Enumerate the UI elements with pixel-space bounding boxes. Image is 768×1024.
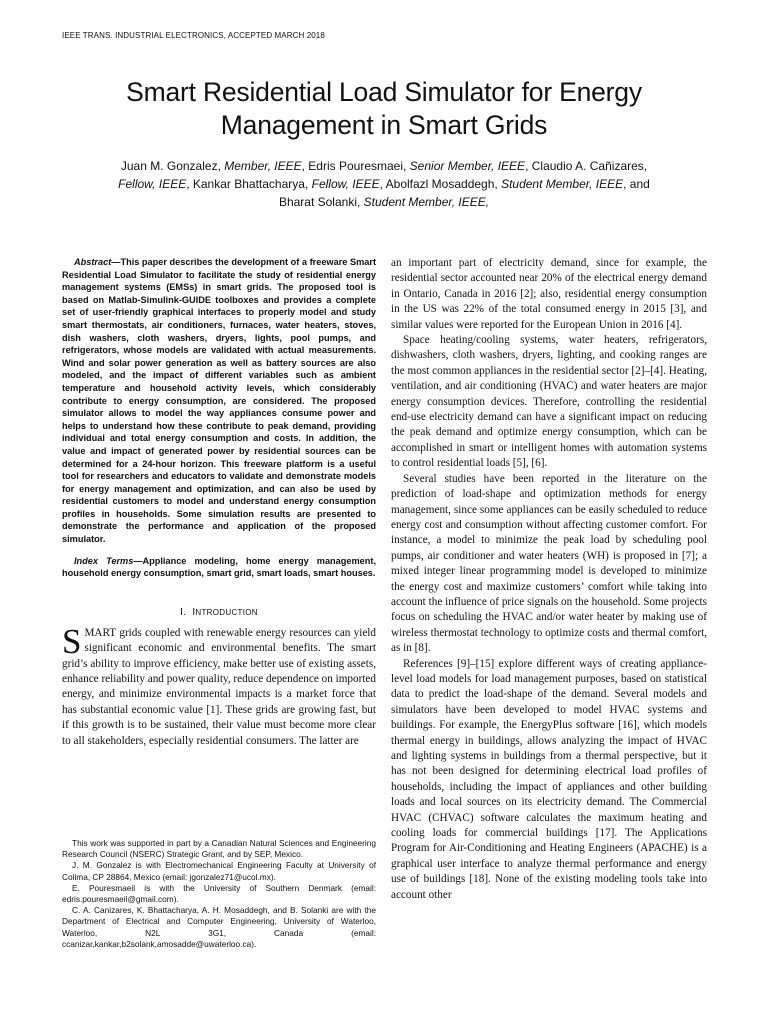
title-line-1: Smart Residential Load Simulator for Energy — [126, 77, 642, 107]
author-name: , Kankar Bhattacharya, — [186, 177, 312, 191]
abstract-label: Abstract — [74, 257, 112, 267]
author-separator: , and — [623, 177, 650, 191]
body-paragraph: Several studies have been reported in the literature on the prediction of load-shape and optimization methods for energy management, since some appliances can be easily scheduled to reduce energy cost and consumption without affecting customer comfort. For instance, a model to minimize the peak load by scheduling pool pumps, air conditioner and water heaters (WH) is proposed in [7]; a mixed integer linear programming model is developed to minimize the energy cost and maximize customers’ comfort while taking into account the influence of price signals on the household. Some projects focus on scheduling the HVAC and/or water heater by making use of wireless thermostat technology to optimize costs and thermal comfort, as in [8]. — [391, 472, 707, 655]
author-name: Bharat Solanki, — [278, 195, 364, 209]
author-role: Member, IEEE — [224, 159, 302, 173]
title-line-2: Management in Smart Grids — [220, 110, 548, 140]
drop-cap: S — [62, 621, 82, 661]
section-title-rest: NTRODUCTION — [195, 607, 258, 617]
author-name: Juan M. Gonzalez, — [120, 159, 225, 173]
right-column — [391, 256, 707, 903]
abstract — [62, 256, 376, 546]
intro-paragraph-1 — [62, 621, 376, 749]
body-paragraph: Space heating/cooling systems, water heaters, refrigerators, dishwashers, cloth washers, dryers, lighting, and cooking ranges are the most common appliances in the residential sector [2]–[4]. Heating, ventilation, and air conditioning (HVAC) and water heaters are major energy consumption devices. Therefore, controlling the residential end-use electricity demand can have a significant impact on reducing the peak demand and optimize energy consumption, which can be accomplished in smart or intelligent homes with automation systems to control residential loads [5], [6]. — [391, 334, 707, 470]
author-role: Senior Member, IEEE — [409, 159, 526, 173]
section-title-initial: I — [192, 606, 196, 618]
author-role: Fellow, IEEE — [311, 177, 380, 191]
intro-text: grids coupled with renewable energy resources can yield significant economic and environmental benefits. The smart grid’s ability to improve efficiency, make better use of existing assets, enhance reliability and power quality, reduce dependence on imported energy, and minimize environmental impacts is a market force that has substantial economic value [1]. These grids are growing fast, but if this growth is to be sustained, their value must become more clear to all stakeholders, especially residential consumers. The latter are — [62, 626, 376, 747]
footnote-affiliation: J. M. Gonzalez is with Electromechanical Engineering Faculty at University of Colima, CP 28864, Mexico (email: jgonzalez71@ucol.mx). — [62, 860, 376, 882]
index-terms-text: —Appliance modeling, home energy management, household energy consumption, smart grid, smart loads, smart houses. — [62, 555, 376, 579]
body-paragraph: References [9]–[15] explore different ways of creating appliance-level load models for load management purposes, based on statistical data to predict the load-shape of the demand. Several models and simulators have been developed to model HVAC systems and buildings. For example, the EnergyPlus software [16], which models thermal energy in buildings, allows analyzing the impact of HVAC and lighting systems in buildings from a thermal perspective, but it has not been designed for determining electrical load profiles of households, including the impact of appliances and other building loads and local sources on its electricity demand. The Commercial HVAC (CHVAC) software calculates the maximum heating and cooling loads for commercial buildings [17]. The Applications Program for Air-Conditioning and Heating Engineers (APACHE) is a graphical user interface to analyze thermal performance and energy use of buildings [18]. None of the existing modeling tools take into account other — [391, 657, 707, 901]
author-name: , Edris Pouresmaei, — [301, 159, 410, 173]
abstract-text: —This paper describes the development of a freeware Smart Residential Load Simulator to facilitate the study of residential energy management systems (EMSs) in smart grids. The proposed tool is based on Matlab-Simulink-GUIDE toolboxes and provides a complete set of user-friendly graphical interfaces to properly model and study smart thermostats, air conditioners, furnaces, water heaters, stoves, dish washers, cloth washers, dryers, lights, pool pumps, and refrigerators, whose models are validated with actual measurements. Wind and solar power generation as well as battery sources are also modeled, and the impact of different variables such as ambient temperature and household activity levels, which considerably contribute to energy consumption, are considered. The proposed simulator allows to model the way appliances consume power and helps to understand how these contribute to peak demand, providing individual and total energy consumption and costs. In addition, the value and impact of generated power by residential sources can be determined for a 24-hour horizon. This freeware platform is a useful tool for researchers and educators to validate and demonstrate models for energy management and optimization, and can also be used by residential customers to model and understand energy consumption profiles in households. Some simulation results are presented to demonstrate the performance and application of the proposed simulator. — [62, 257, 376, 545]
footnote-affiliation: C. A. Canizares, K. Bhattacharya, A. H. Mosaddegh, and B. Solanki are with the Department of Electrical and Computer Engineering, University of Waterloo, Waterloo, N2L 3G1, Canada (email: ccanizar,kankar,b2solank,amosadde@uwaterloo.ca). — [62, 905, 376, 949]
index-terms — [62, 555, 376, 580]
footnote-funding: This work was supported in part by a Canadian Natural Sciences and Engineering Research Council (NSERC) Strategic Grant, and by SEP, Mexico. — [62, 838, 376, 860]
left-column — [62, 256, 376, 749]
footnotes — [62, 838, 376, 950]
paper-title — [40, 76, 728, 142]
author-name: , Claudio A. Cañizares, — [525, 159, 648, 173]
section-heading-introduction — [62, 607, 376, 618]
section-number: I. — [180, 606, 187, 618]
running-header: IEEE TRANS. INDUSTRIAL ELECTRONICS, ACCEPTED MARCH 2018 — [62, 31, 325, 40]
author-list — [60, 157, 708, 211]
author-name: , Abolfazl Mosaddegh, — [379, 177, 502, 191]
author-role: Fellow, IEEE — [118, 177, 187, 191]
body-paragraph: an important part of electricity demand, since for example, the residential sector accounted near 20% of the electrical energy demand in Ontario, Canada in 2016 [2]; also, residential energy consumption in the US was 22% of the total consumed energy in 2015 [3], and similar values were reported for the European Union in 2016 [4]. — [391, 257, 707, 331]
footnote-affiliation: E. Pouresmaeil is with the University of Southern Denmark (email: edris.pouresmaeil@gmail.com). — [62, 882, 376, 905]
author-role: Student Member, IEEE — [501, 177, 624, 191]
author-role: Student Member, IEEE, — [363, 195, 490, 209]
index-terms-label: Index Terms — [74, 555, 134, 566]
intro-smallcaps: MART — [84, 626, 117, 639]
